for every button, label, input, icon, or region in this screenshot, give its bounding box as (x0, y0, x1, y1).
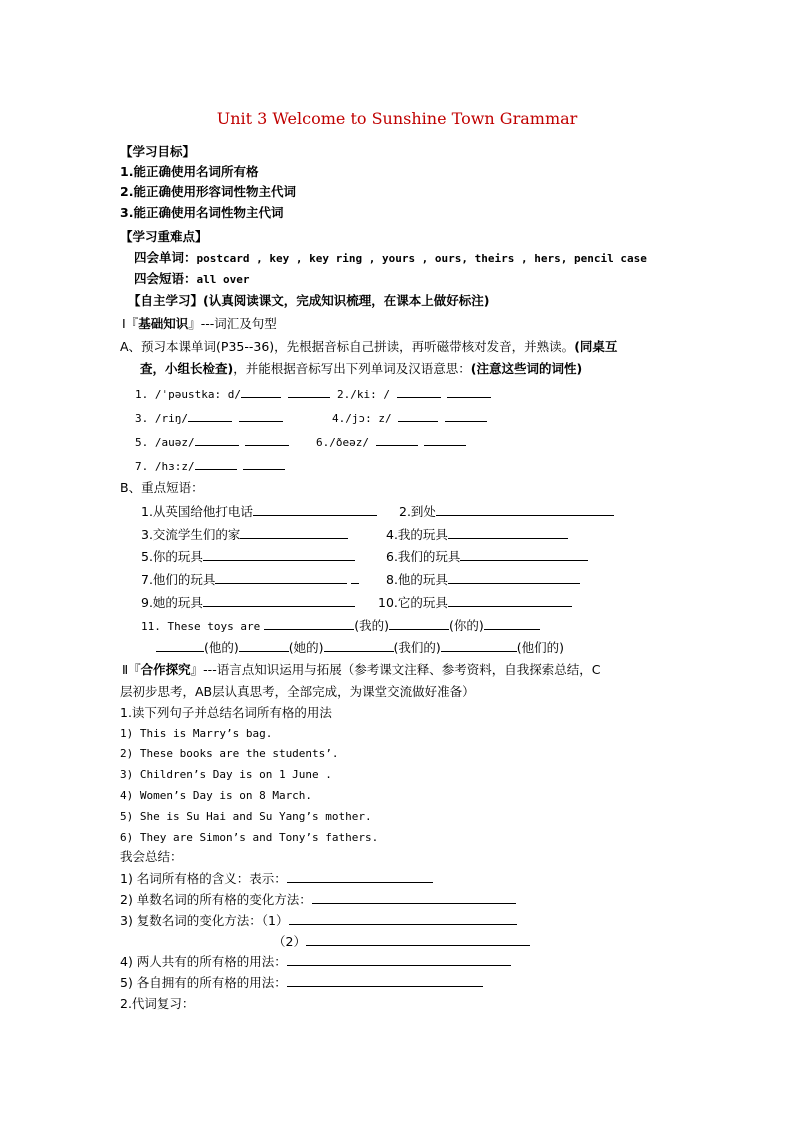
example-sentence: 6) They are Simon’s and Tony’s fathers. (120, 831, 379, 844)
example-sentence: 3) Children’s Day is on 1 June . (120, 768, 332, 781)
self-study-heading: 【自主学习】 (128, 293, 204, 308)
phonetic-item: 5. /auəz/ (135, 433, 289, 451)
self-study-note: (认真阅读课文，完成知识梳理，在课本上做好标注) (203, 293, 490, 308)
summary-item: 4) 两人共有的所有格的用法： (120, 953, 511, 970)
toys-line1: 11. These toys are (我的) (你的) (141, 617, 540, 635)
goal-item: 1.能正确使用名词所有格 (120, 164, 259, 179)
part-a-line2 (140, 361, 582, 377)
task1-heading: 1.读下列句子并总结名词所有格的用法 (120, 705, 332, 720)
phonetic-item: 2./ki: / (337, 385, 491, 403)
section1-heading-prefix: Ⅰ『 (122, 316, 139, 331)
phrase-item: 9.她的玩具 (141, 594, 355, 611)
goal-item: 2.能正确使用形容词性物主代词 (120, 184, 296, 199)
section2-heading-line2: 层初步思考，AB层认真思考，全部完成，为课堂交流做好准备） (120, 684, 475, 699)
phrases-list: all over (196, 273, 250, 286)
phrase-item: 5.你的玩具 (141, 548, 355, 565)
part-a-bold: 查，小组长检查) (140, 361, 234, 376)
goals-heading: 【学习目标】 (120, 144, 196, 159)
phonetic-item: 4./jɔ: z/ (332, 409, 487, 427)
section1-heading (122, 316, 277, 332)
part-a-text: ，并能根据音标写出下列单词及汉语意思： (233, 361, 471, 376)
self-study (128, 293, 489, 309)
key-points-heading: 【学习重难点】 (120, 229, 208, 244)
four-skill-phrases (134, 271, 250, 288)
goal-item: 3.能正确使用名词性物主代词 (120, 205, 284, 220)
words-label: 四会单词： (134, 250, 197, 265)
example-sentence: 5) She is Su Hai and Su Yang’s mother. (120, 810, 372, 823)
example-sentence: 4) Women’s Day is on 8 March. (120, 789, 313, 802)
section1-heading-suffix: 』---词汇及句型 (188, 316, 277, 331)
example-sentence: 2) These books are the students’. (120, 747, 339, 760)
phonetic-item: 6./ðeəz/ (316, 433, 466, 451)
summary-item: 3) 复数名词的变化方法：（1） (120, 912, 517, 929)
summary-item: 1) 名词所有格的含义：表示： (120, 870, 433, 887)
four-skill-words (134, 250, 647, 267)
phonetic-item: 7. /hɜ:z/ (135, 457, 285, 475)
phonetic-item: 1. /ˈpəustka: d/ (135, 385, 330, 403)
part-b-heading: B、重点短语： (120, 480, 204, 495)
toys-line2: (他的) (她的) (我们的) (他们的) (156, 639, 564, 656)
section2-heading: Ⅱ『合作探究』---语言点知识运用与拓展（参考课文注释、参考资料，自我探索总结，C (122, 662, 601, 677)
words-list: postcard , key , key ring , yours , ours, theirs , hers, pencil case (196, 252, 647, 265)
phrase-item: 3.交流学生们的家 (141, 526, 348, 543)
part-a-line1 (120, 339, 617, 355)
phrase-item: 8.他的玩具 (386, 571, 580, 588)
summary-item: （2） (273, 933, 530, 950)
summary-item: 5) 各自拥有的所有格的用法： (120, 974, 483, 991)
section1-heading-bold: 基础知识 (138, 316, 189, 331)
part-a-bold: (注意这些词的词性) (470, 361, 583, 376)
summary-heading: 我会总结： (120, 849, 183, 864)
summary-item: 2) 单数名词的所有格的变化方法： (120, 891, 516, 908)
phrase-item: 6.我们的玩具 (386, 548, 588, 565)
example-sentence: 1) This is Marry’s bag. (120, 727, 273, 740)
part-a-text: A、预习本课单词(P35--36)，先根据音标自己拼读，再听磁带核对发音，并熟读。 (120, 339, 575, 354)
task2-heading: 2.代词复习： (120, 996, 195, 1011)
part-a-bold: (同桌互 (574, 339, 618, 354)
page-title: Unit 3 Welcome to Sunshine Town Grammar (216, 109, 578, 128)
phrase-item: 2.到处 (399, 503, 614, 520)
phrase-item: 1.从英国给他打电话 (141, 503, 377, 520)
phrase-item: 7.他们的玩具 (141, 571, 359, 588)
phrase-item: 4.我的玩具 (386, 526, 568, 543)
phrases-label: 四会短语： (134, 271, 197, 286)
phonetic-item: 3. /riŋ/ (135, 409, 283, 427)
phrase-item: 10.它的玩具 (378, 594, 572, 611)
